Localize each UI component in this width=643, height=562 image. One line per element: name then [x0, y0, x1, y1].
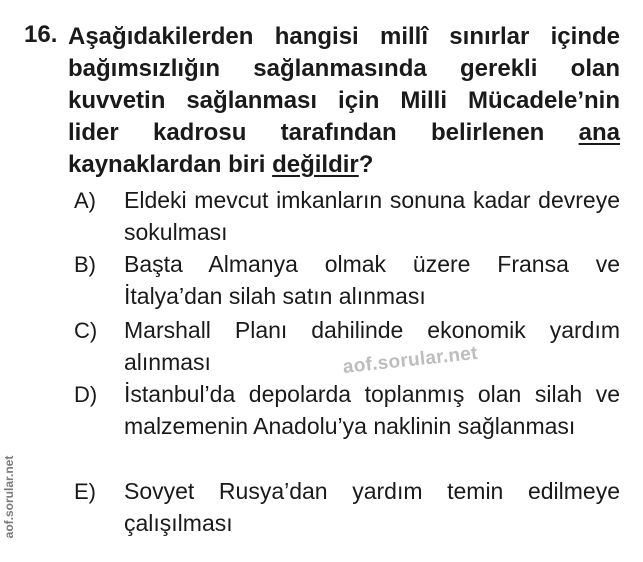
- option-c-label: C): [74, 318, 98, 343]
- emphasis-ana: ana: [578, 119, 620, 146]
- watermark-center: aof.sorular.net: [341, 342, 479, 378]
- emphasis-degildir: değildir: [272, 151, 359, 178]
- option-d-label: D): [74, 382, 98, 407]
- question-text: [68, 21, 620, 181]
- option-d-text: İstanbul’da depolarda toplanmış olan silah ve malzemenin Anadolu’ya naklinin sağlanması: [124, 381, 620, 439]
- question-number: 16.: [24, 21, 58, 48]
- option-e-text: Sovyet Rusya’dan yardım temin edilmeye çalışılması: [124, 478, 620, 536]
- option-a-label: A): [74, 188, 96, 213]
- question-text-part-1: Aşağıdakilerden hangisi millî sınırlar içinde bağımsızlığın sağlanmasında gerekli olan kuvvetin sağlanması için Milli Mücadele’nin lider kadrosu tarafından belirlenen: [68, 23, 620, 146]
- option-b-label: B): [74, 252, 96, 277]
- option-b-text: Başta Almanya olmak üzere Fransa ve İtalya’dan silah satın alınması: [124, 251, 620, 309]
- question-text-part-2: kaynaklardan biri: [68, 151, 273, 178]
- option-e-label: E): [74, 479, 96, 504]
- option-c-text: Marshall Planı dahilinde ekonomik yardım alınması: [124, 317, 620, 375]
- question-text-part-3: ?: [358, 151, 374, 178]
- option-a-text: Eldeki mevcut imkanların sonuna kadar devreye sokulması: [124, 187, 620, 245]
- watermark-side: aof.sorular.net: [2, 455, 16, 539]
